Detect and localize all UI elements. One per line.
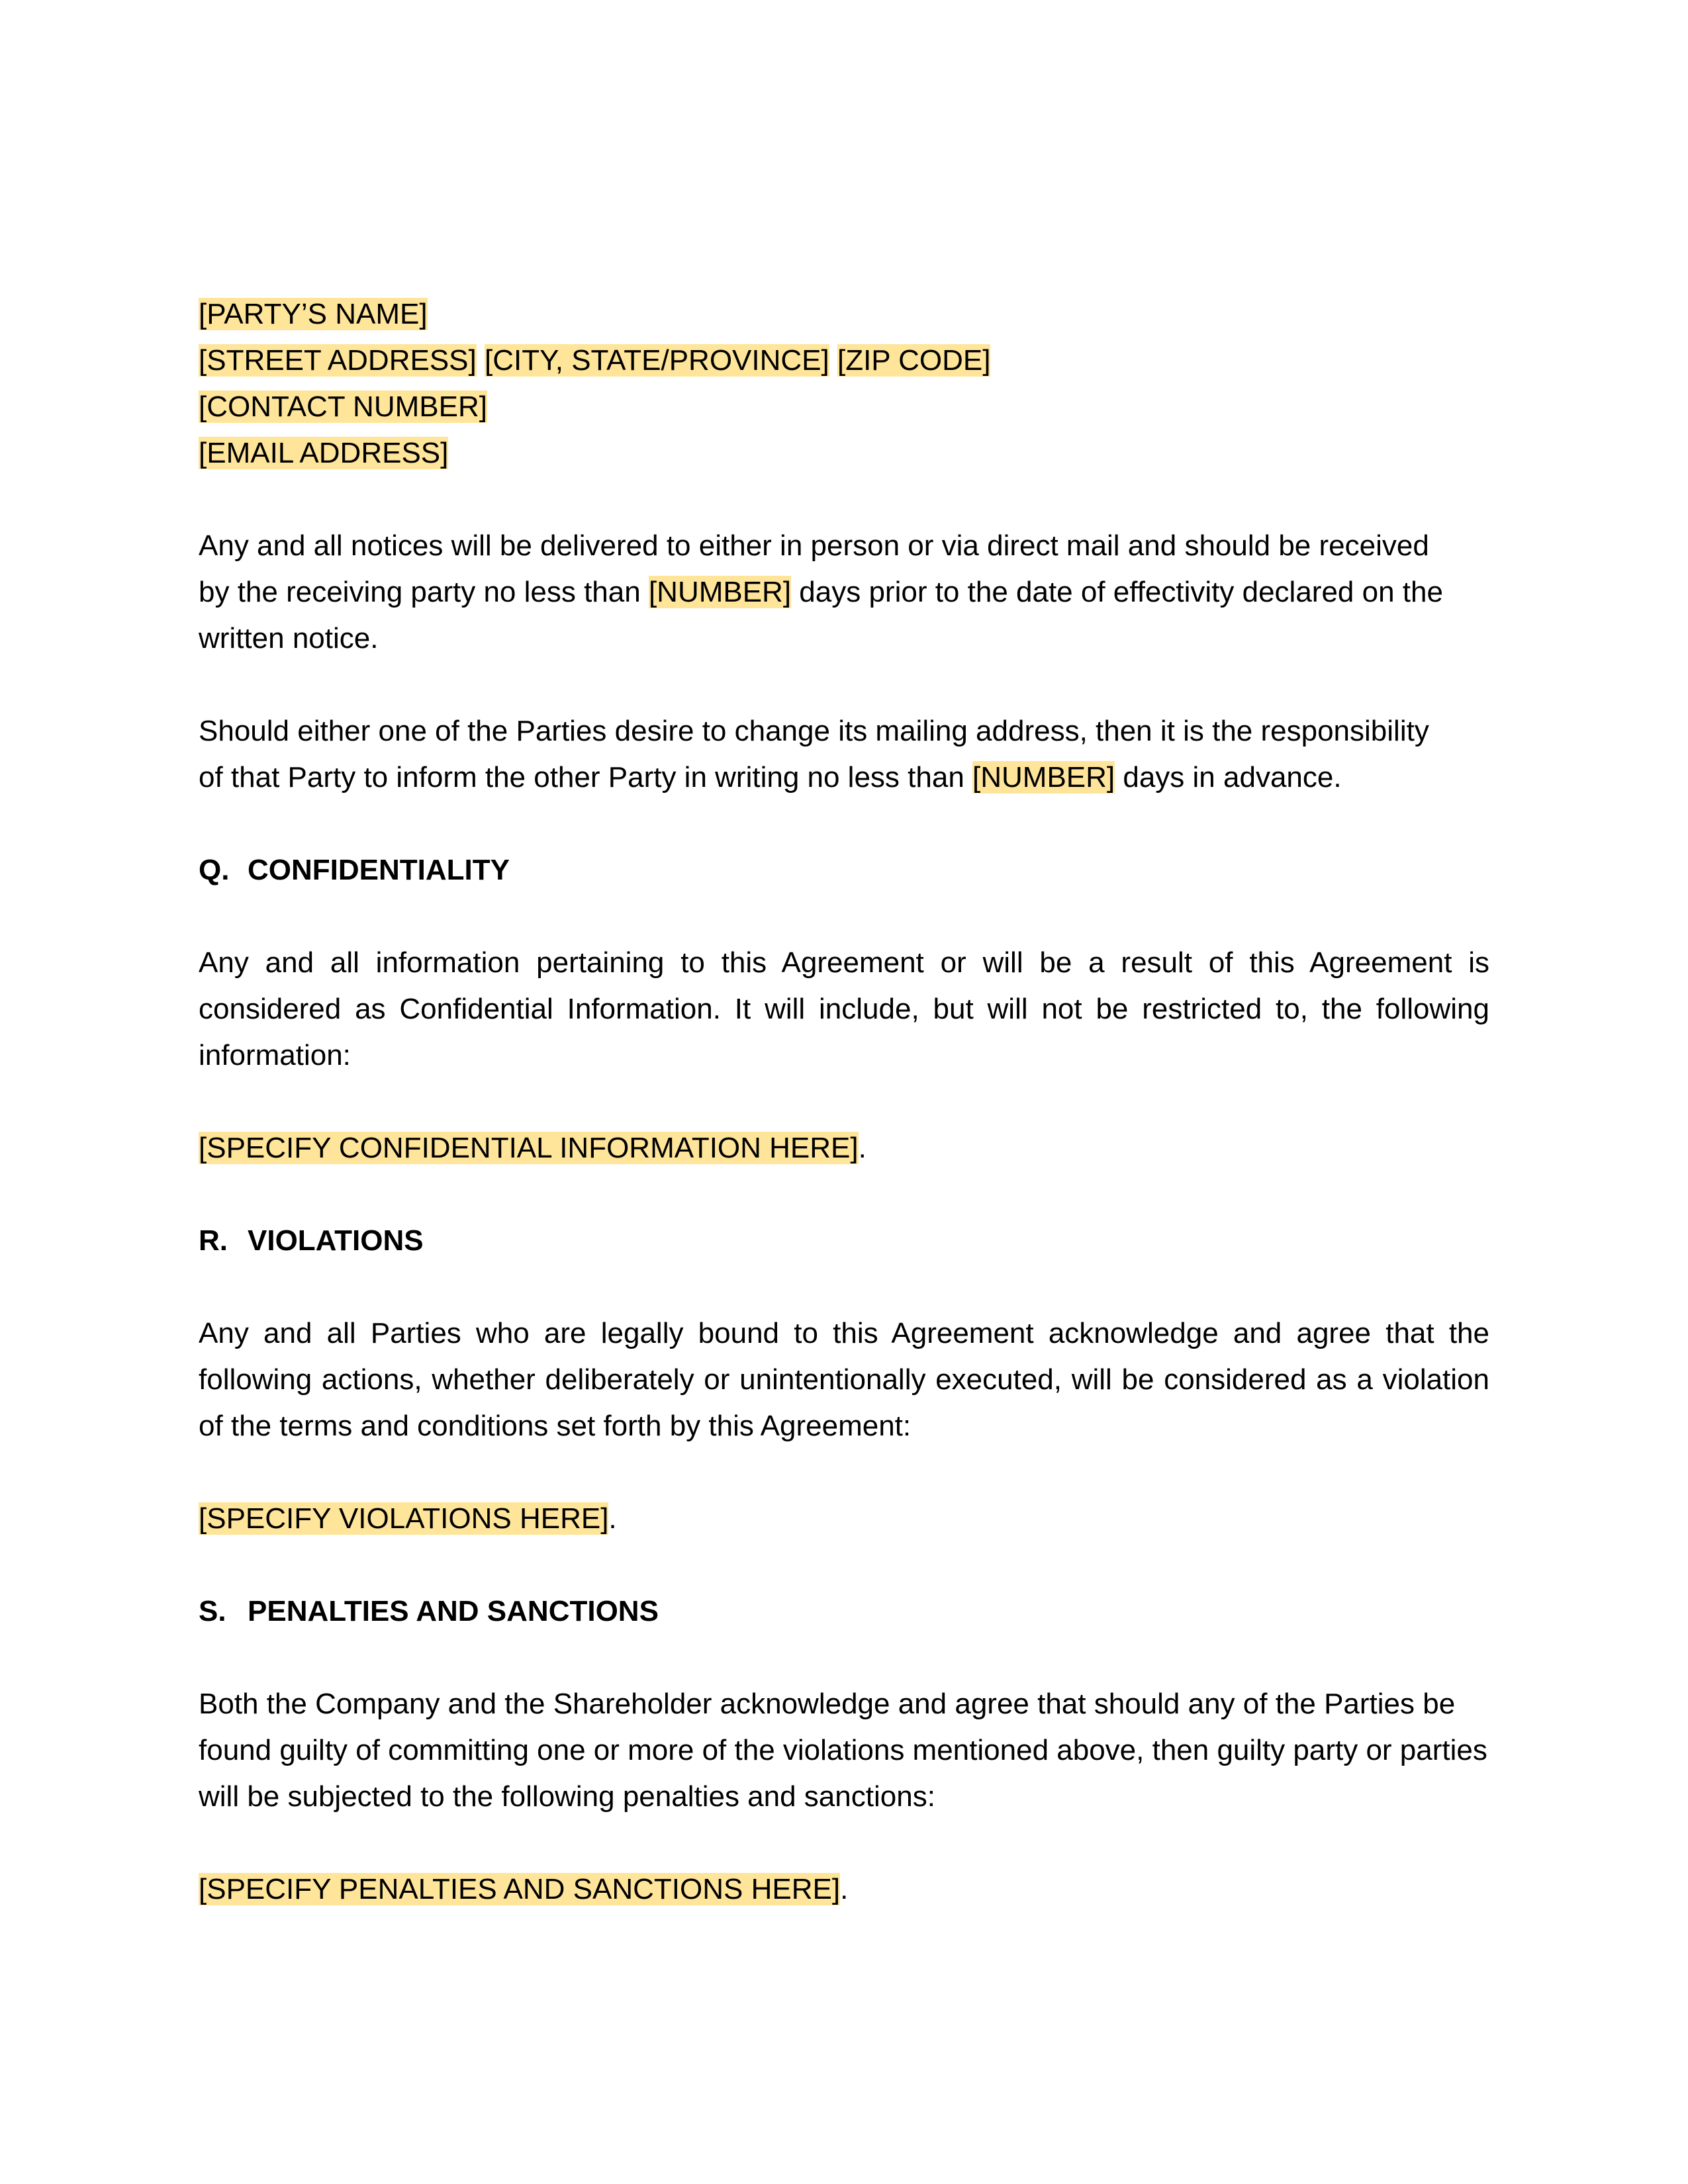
penalties-placeholder: [SPECIFY PENALTIES AND SANCTIONS HERE] (199, 1873, 841, 1905)
confidential-info-placeholder: [SPECIFY CONFIDENTIAL INFORMATION HERE] (199, 1132, 859, 1164)
section-letter: Q. (199, 854, 230, 886)
section-title: PENALTIES AND SANCTIONS (248, 1595, 659, 1627)
notices-paragraph: Any and all notices will be delivered to either in person or via direct mail and should be received by the receiving party no less than [NUMBER] days prior to the date of effectivity declared on the written notice. (199, 529, 1443, 655)
advance-days-placeholder: [NUMBER] (972, 761, 1115, 794)
street-address-placeholder: [STREET ADDRESS] (199, 344, 477, 377)
penalties-body: Both the Company and the Shareholder acknowledge and agree that should any of the Parties be found guilty of committing one or more of the violations mentioned above, then guilty party or parties will be subjected to the following penalties and sanctions: (199, 1688, 1487, 1813)
party-name-placeholder: [PARTY’S NAME] (199, 298, 428, 330)
violations-body: Any and all Parties who are legally bound to this Agreement acknowledge and agree that the following actions, whether deliberately or unintentionally executed, will be considered as a violation of the terms and conditions set forth by this Agreement: (199, 1317, 1489, 1442)
section-title: VIOLATIONS (248, 1224, 424, 1257)
city-state-placeholder: [CITY, STATE/PROVINCE] (484, 344, 829, 377)
contact-number-placeholder: [CONTACT NUMBER] (199, 390, 487, 423)
violations-placeholder-line: [SPECIFY VIOLATIONS HERE]. (199, 1502, 617, 1535)
zip-code-placeholder: [ZIP CODE] (837, 344, 991, 377)
confidentiality-body: Any and all information pertaining to this Agreement or will be a result of this Agreement is considered as Confidential Information. It will include, but will not be restricted to, the following information: (199, 946, 1489, 1071)
address-block (199, 291, 1489, 477)
section-heading-violations (199, 1218, 1489, 1264)
violations-placeholder: [SPECIFY VIOLATIONS HERE] (199, 1502, 609, 1535)
confidentiality-placeholder-line: [SPECIFY CONFIDENTIAL INFORMATION HERE]. (199, 1132, 867, 1164)
email-address-placeholder: [EMAIL ADDRESS] (199, 437, 449, 469)
section-letter: R. (199, 1224, 228, 1257)
address-change-paragraph: Should either one of the Parties desire to change its mailing address, then it is the responsibility of that Party to inform the other Party in writing no less than [NUMBER] days in advance. (199, 715, 1429, 794)
section-title: CONFIDENTIALITY (248, 854, 510, 886)
penalties-placeholder-line: [SPECIFY PENALTIES AND SANCTIONS HERE]. (199, 1873, 849, 1905)
document-body (199, 291, 1489, 1913)
section-heading-confidentiality (199, 847, 1489, 893)
notice-days-placeholder: [NUMBER] (648, 576, 792, 608)
section-heading-penalties (199, 1588, 1489, 1635)
section-letter: S. (199, 1595, 226, 1627)
